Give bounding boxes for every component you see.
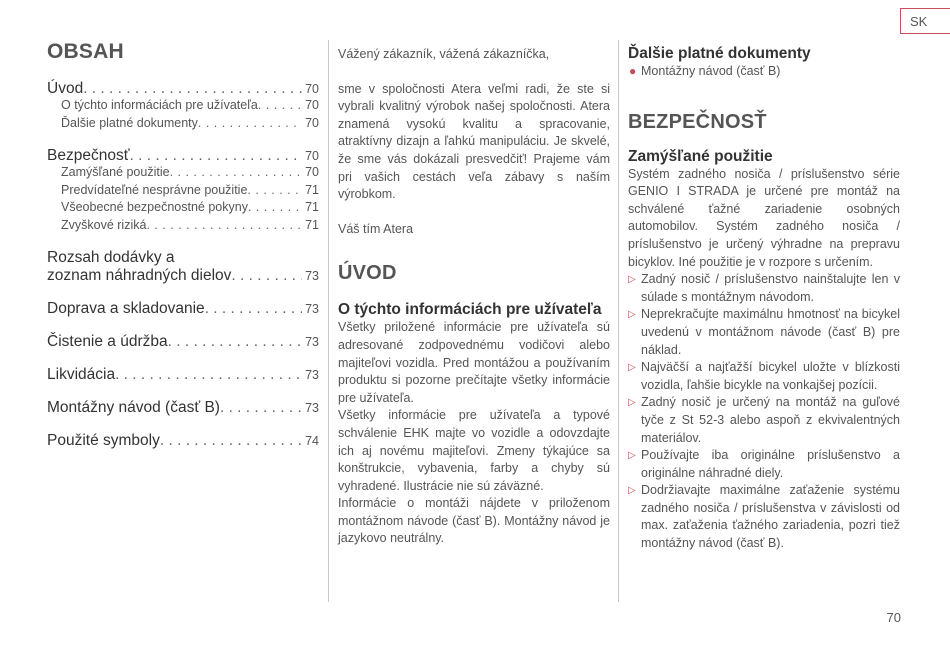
section-title-uvod: ÚVOD — [338, 262, 397, 285]
triangle-right-icon: ▷ — [628, 309, 636, 321]
toc-entry-label: zoznam náhradných dielov — [47, 267, 232, 284]
docs-title: Ďalšie platné dokumenty — [628, 45, 811, 62]
toc-entry-page: 74 — [305, 434, 319, 448]
toc-entry-likvidacia[interactable] — [47, 366, 319, 384]
toc-entry-label: Montážny návod (časť B) — [47, 399, 220, 416]
safety-rule-text: Neprekračujte maximálnu hmotnosť na bicykel uvedenú v montážnom návode (časť B) pre náklad. — [641, 307, 900, 357]
toc-subentry-page: 70 — [305, 115, 319, 130]
subsection-title-info: O týchto informáciách pre užívateľa — [338, 301, 602, 319]
toc-subentry-page: 70 — [305, 165, 319, 179]
salutation: Vážený zákazník, vážená zákazníčka, — [338, 47, 550, 61]
toc-entry-doprava[interactable] — [47, 300, 319, 318]
language-tab: SK — [900, 8, 950, 34]
toc-entry-rozsah-line1[interactable]: Rozsah dodávky a — [47, 249, 175, 266]
safety-rule-text: Zadný nosič / príslušenstvo nainštalujte len v súlade s montážnym návodom. — [641, 272, 900, 304]
toc-subentry-label: Predvídateľné nesprávne použitie — [61, 182, 248, 197]
toc-entry-label: Likvidácia — [47, 366, 116, 383]
safety-rule-text: Najväčší a najťažší bicykel uložte v blízkosti vozidla, ľahšie bicykle na vonkajšej pozícii. — [641, 360, 900, 392]
triangle-right-icon: ▷ — [628, 274, 636, 286]
toc-subentry-label: Zvyškové riziká — [61, 217, 147, 232]
toc-subentry[interactable] — [47, 116, 319, 134]
toc-entry-page: 70 — [305, 82, 319, 96]
toc-entry-page: 73 — [305, 269, 319, 283]
toc-subentry[interactable] — [47, 98, 319, 116]
page-number: 70 — [886, 610, 901, 625]
toc-entry-label: Bezpečnosť — [47, 147, 130, 164]
safety-rules-list — [628, 271, 900, 553]
column-divider-1 — [328, 40, 329, 602]
docs-list-item-label: Montážny návod (časť B) — [641, 64, 781, 78]
pouzitie-paragraph: Systém zadného nosiča / príslušenstvo série GENIO I STRADA je určené pre montáž na schválené ťažné zariadenie osobných automobilov. Systém zadného nosiča / príslušenstvo je určený výhradne na prepravu bicyklov. Iné použitie je v rozpore s určením. — [628, 166, 900, 269]
toc-subentry-label: O týchto informáciách pre užívateľa — [61, 98, 258, 112]
safety-rule — [628, 359, 900, 394]
safety-column — [628, 45, 900, 553]
docs-list — [628, 63, 900, 81]
safety-rule-text: Používajte iba originálne príslušenstvo a originálne náhradné diely. — [641, 448, 900, 480]
column-divider-2 — [618, 40, 619, 602]
toc-subentry-page: 71 — [305, 182, 319, 197]
toc-subentry-page: 71 — [305, 200, 319, 214]
toc-entry-page: 73 — [305, 401, 319, 415]
toc-entry-label: Použité symboly — [47, 432, 160, 449]
toc-subentry-label: Zamýšľané použitie — [61, 165, 170, 179]
toc-subentry-label: Všeobecné bezpečnostné pokyny — [61, 200, 248, 214]
section-title-bezpecnost: BEZPEČNOSŤ — [628, 110, 767, 133]
toc-subentry[interactable] — [47, 183, 319, 201]
toc-subentry-label: Ďalšie platné dokumenty — [61, 115, 198, 130]
safety-rule-text: Zadný nosič je určený na montáž na guľové tyče z St 52-3 alebo aspoň z ekvivalentných materiálov. — [641, 395, 900, 445]
toc-subentry[interactable] — [47, 200, 319, 218]
subsection-title-pouzitie: Zamýšľané použitie — [628, 147, 773, 165]
safety-rule — [628, 447, 900, 482]
safety-rule — [628, 394, 900, 447]
toc-entry-page: 73 — [305, 302, 319, 316]
toc-entry-bezpecnost[interactable] — [47, 147, 319, 165]
toc-entry-label: Doprava a skladovanie — [47, 300, 205, 317]
toc-subentry[interactable] — [47, 165, 319, 183]
intro-column — [338, 46, 610, 548]
toc-entry-pouzite-symboly[interactable] — [47, 432, 319, 450]
safety-rule — [628, 271, 900, 306]
toc-entry-label: Úvod — [47, 80, 84, 97]
toc-entry-page: 73 — [305, 368, 319, 382]
safety-rule — [628, 306, 900, 359]
signature: Váš tím Atera — [338, 221, 414, 236]
toc-subentry-page: 71 — [305, 217, 319, 232]
toc-entry-label: Čistenie a údržba — [47, 333, 168, 350]
uvod-paragraph-3: Informácie o montáži nájdete v priloženom montážnom návode (časť B). Montážny návod je jazykovo neutrálny. — [338, 496, 610, 546]
toc-entry-uvod[interactable] — [47, 80, 319, 98]
toc-entry-page: 70 — [305, 149, 319, 163]
triangle-right-icon: ▷ — [628, 362, 636, 374]
triangle-right-icon: ▷ — [628, 450, 636, 462]
toc-subentry-page: 70 — [305, 98, 319, 112]
toc-column — [47, 40, 319, 450]
toc-entry-rozsah[interactable] — [47, 267, 319, 285]
toc-entry-cistenie[interactable] — [47, 333, 319, 351]
toc-title: OBSAH — [47, 40, 124, 63]
safety-rule — [628, 482, 900, 552]
uvod-paragraph-1: Všetky priložené informácie pre užívateľa sú adresované zodpovednému vodičovi alebo majiteľovi vozidla. Pred montážou a používaním produktu si pozorne prečítajte všetky informácie pre užívateľa. — [338, 320, 610, 405]
safety-rule-text: Dodržiavajte maximálne zaťaženie systému zadného nosiča / príslušenstva v závislosti od max. zaťaženia ťažného zariadenia, pozri tiež montážny návod (časť B). — [641, 483, 900, 551]
triangle-right-icon: ▷ — [628, 485, 636, 497]
docs-list-item — [628, 63, 900, 81]
bullet-dot-icon: ● — [629, 64, 637, 78]
triangle-right-icon: ▷ — [628, 397, 636, 409]
toc-entry-page: 73 — [305, 335, 319, 349]
toc-entry-montazny-navod[interactable] — [47, 399, 319, 417]
toc-subentry[interactable] — [47, 218, 319, 236]
uvod-paragraph-2: Všetky informácie pre užívateľa a typové schválenie EHK majte vo vozidle a odovzdajte ich aj novému majiteľovi. Zmeny týkajúce sa konštrukcie, vybavenia, farby a chyby sú vyhradené. Ilustrácie nie sú záväzné. — [338, 408, 610, 493]
intro-paragraph: sme v spoločnosti Atera veľmi radi, že ste si vybrali kvalitný výrobok našej spoločnosti. Atera znamená vysokú kvalitu a spracovanie, atraktívny dizajn a ľahkú manipuláciu. Je skvelé, že sme vás dokázali presvedčiť! Prajeme vám pri vašich cestách veľa zábavy s naším výrobkom. — [338, 81, 610, 202]
